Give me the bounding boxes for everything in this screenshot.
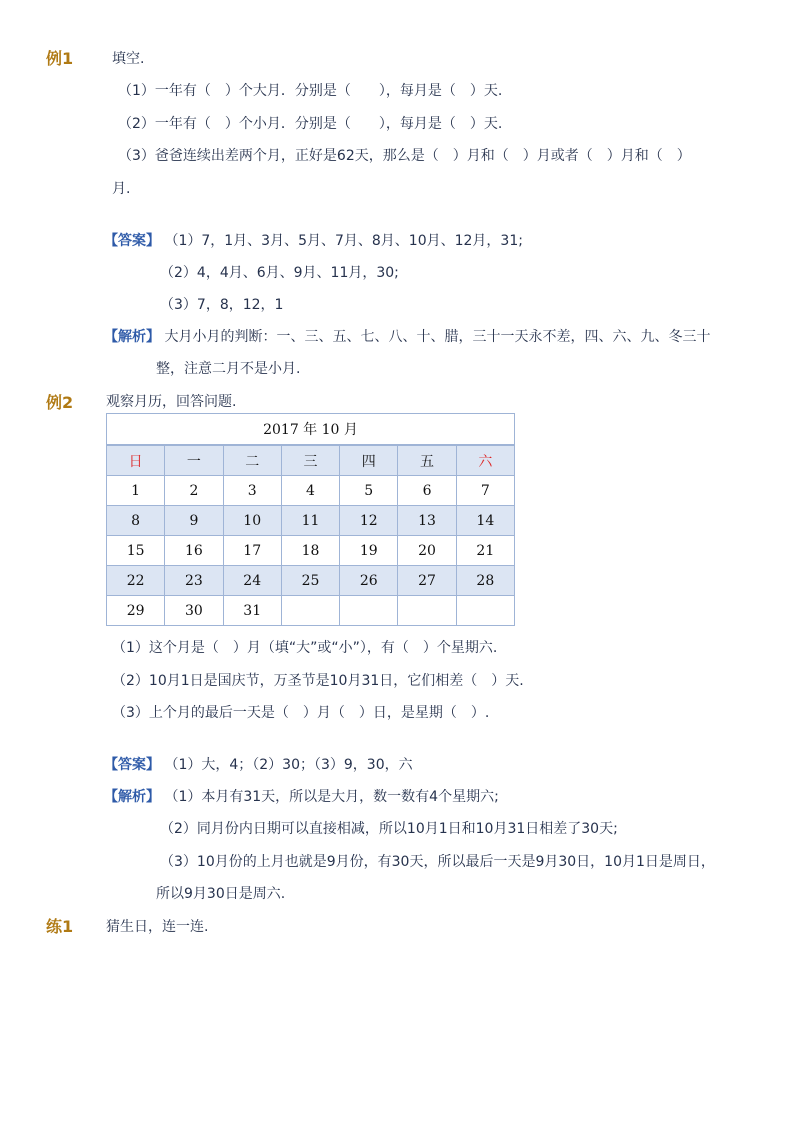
example-2-question-1: （1）这个月是（ ）月（填“大”或“小”），有（ ）个星期六. <box>112 640 498 656</box>
day-cell: 28 <box>456 566 514 596</box>
practice-1-prompt: 猜生日，连一连. <box>106 919 209 935</box>
example-1-label: 例1 <box>46 49 74 68</box>
day-cell: 7 <box>456 476 514 506</box>
day-cell: 13 <box>398 506 456 536</box>
day-cell: 30 <box>165 596 223 626</box>
day-cell: 17 <box>223 536 281 566</box>
day-cell: 24 <box>223 566 281 596</box>
day-cell <box>456 596 514 626</box>
analysis-tag: 【解析】 <box>104 329 160 345</box>
example-2-label: 例2 <box>46 393 74 412</box>
day-cell: 22 <box>107 566 165 596</box>
weekday-thu: 四 <box>340 445 398 476</box>
day-cell: 14 <box>456 506 514 536</box>
day-cell: 16 <box>165 536 223 566</box>
example-1-question-2: （2）一年有（ ）个小月．分别是（ ），每月是（ ）天. <box>118 116 503 132</box>
example-1-question-3-cont: 月. <box>112 181 131 197</box>
answer-line-2: （2）4，4月、6月、9月、11月，30; <box>160 265 399 281</box>
calendar-title: 2017 年 10 月 <box>107 414 515 446</box>
example-2-prompt: 观察月历，回答问题. <box>106 394 237 410</box>
example-1-question-1: （1）一年有（ ）个大月．分别是（ ），每月是（ ）天. <box>118 83 503 99</box>
day-cell: 23 <box>165 566 223 596</box>
analysis-line-2: 整，注意二月不是小月. <box>156 361 301 377</box>
day-cell: 6 <box>398 476 456 506</box>
day-cell: 31 <box>223 596 281 626</box>
answer-line-3: （3）7，8，12，1 <box>160 297 284 313</box>
calendar-week-5 <box>107 596 515 626</box>
answer-tag: 【答案】 <box>104 757 160 773</box>
day-cell: 27 <box>398 566 456 596</box>
weekday-sat: 六 <box>456 445 514 476</box>
calendar-week-1 <box>107 476 515 506</box>
day-cell: 26 <box>340 566 398 596</box>
day-cell <box>398 596 456 626</box>
weekday-wed: 三 <box>281 445 339 476</box>
day-cell <box>340 596 398 626</box>
day-cell: 10 <box>223 506 281 536</box>
analysis-line-1: 大月小月的判断：一、三、五、七、八、十、腊，三十一天永不差，四、六、九、冬三十 <box>164 329 711 345</box>
example-1-question-3: （3）爸爸连续出差两个月，正好是62天，那么是（ ）月和（ ）月或者（ ）月和（ ） <box>118 148 691 164</box>
example-1-analysis <box>104 326 710 346</box>
example-2-question-2: （2）10月1日是国庆节，万圣节是10月31日，它们相差（ ）天. <box>112 673 524 689</box>
day-cell: 25 <box>281 566 339 596</box>
day-cell: 19 <box>340 536 398 566</box>
day-cell: 15 <box>107 536 165 566</box>
weekday-tue: 二 <box>223 445 281 476</box>
answer-text: （1）大，4；（2）30；（3）9，30，六 <box>164 757 413 773</box>
example-1-answer <box>104 230 523 250</box>
day-cell: 12 <box>340 506 398 536</box>
calendar-week-2 <box>107 506 515 536</box>
day-cell: 18 <box>281 536 339 566</box>
analysis-line-4: 所以9月30日是周六. <box>156 886 286 902</box>
day-cell: 21 <box>456 536 514 566</box>
day-cell: 5 <box>340 476 398 506</box>
analysis-line-1: （1）本月有31天，所以是大月，数一数有4个星期六; <box>164 789 499 805</box>
day-cell: 11 <box>281 506 339 536</box>
weekday-fri: 五 <box>398 445 456 476</box>
day-cell: 9 <box>165 506 223 536</box>
example-1-prompt: 填空. <box>112 51 145 67</box>
weekday-sun: 日 <box>107 445 165 476</box>
example-2-analysis <box>104 786 499 806</box>
day-cell: 1 <box>107 476 165 506</box>
calendar-week-4 <box>107 566 515 596</box>
weekday-mon: 一 <box>165 445 223 476</box>
example-2-question-3: （3）上个月的最后一天是（ ）月（ ）日，是星期（ ）. <box>112 705 490 721</box>
practice-1-label: 练1 <box>46 917 74 936</box>
day-cell: 8 <box>107 506 165 536</box>
calendar <box>106 413 515 626</box>
answer-tag: 【答案】 <box>104 233 160 249</box>
day-cell: 20 <box>398 536 456 566</box>
example-2-answer <box>104 754 413 774</box>
analysis-tag: 【解析】 <box>104 789 160 805</box>
day-cell: 3 <box>223 476 281 506</box>
day-cell: 2 <box>165 476 223 506</box>
day-cell: 4 <box>281 476 339 506</box>
calendar-week-3 <box>107 536 515 566</box>
day-cell <box>281 596 339 626</box>
analysis-line-3: （3）10月份的上月也就是9月份，有30天，所以最后一天是9月30日，10月1日是周日， <box>160 854 715 870</box>
day-cell: 29 <box>107 596 165 626</box>
answer-line-1: （1）7，1月、3月、5月、7月、8月、10月、12月，31; <box>164 233 523 249</box>
analysis-line-2: （2）同月份内日期可以直接相减，所以10月1日和10月31日相差了30天; <box>160 821 618 837</box>
